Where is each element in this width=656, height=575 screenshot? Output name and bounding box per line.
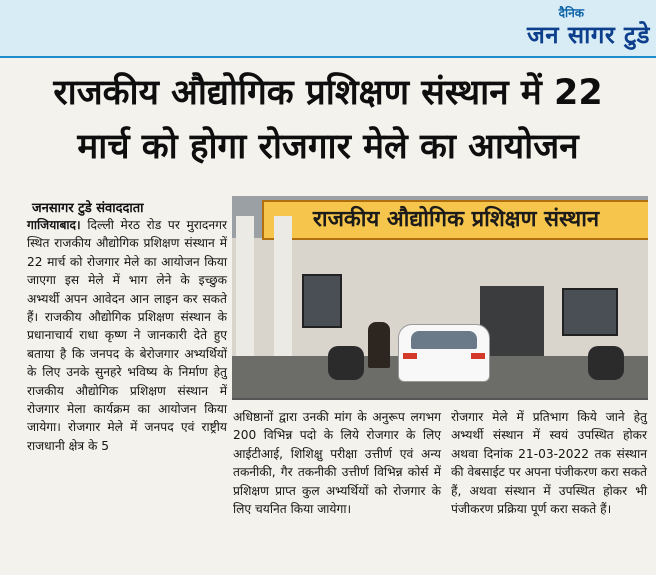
building-sign: राजकीय औद्योगिक प्रशिक्षण संस्थान	[262, 200, 648, 240]
headline-line-2: मार्च को होगा रोजगार मेले का आयोजन	[77, 127, 579, 167]
headline	[0, 66, 656, 174]
article-column-1-text: दिल्ली मेरठ रोड पर मुरादनगर स्थित राजकीय औद्योगिक प्रशिक्षण संस्थान में 22 मार्च को रोजगार मेले का आयोजन किया जाएगा इस मेले में भाग लेने के इच्छुक अभ्यर्थी अपन आवेदन आन लाइन कर सकते हैं। राजकीय औद्योगिक प्रशिक्षण संस्थान के प्रधानाचार्य राधा कृष्ण ने जानकारी देते हुए बताया है कि जनपद के बेरोजगार अभ्यर्थियों के लिए उनके सुनहरे भविष्य के निर्माण हेतु राजकीय औद्योगिक प्रशिक्षण संस्थान में रोजगार मेला कार्यक्रम का आयोजन किया जायेगा। रोजगार मेले में जनपद एवं राष्ट्रीय राजधानी क्षेत्र के 5	[27, 218, 227, 453]
parked-car	[398, 324, 490, 382]
window	[562, 288, 618, 336]
car-tail-light	[471, 353, 485, 359]
car-window	[411, 331, 477, 349]
article-photo	[232, 196, 648, 400]
dateline: गाजियाबाद।	[27, 218, 81, 232]
brand-logo: जन सागर टुडे	[526, 21, 650, 49]
car-tail-light	[403, 353, 417, 359]
article-column-1	[27, 216, 227, 455]
person	[368, 322, 390, 368]
masthead	[0, 0, 656, 58]
brand-prefix: दैनिक	[558, 6, 584, 20]
byline: जनसागर टुडे संवाददाता	[32, 201, 144, 216]
motorcycle	[328, 346, 364, 380]
window	[302, 274, 342, 328]
article-column-2: अधिष्ठानों द्वारा उनकी मांग के अनुरूप लगभग 200 विभिन्न पदो के लिये रोजगार के लिए आईटीआई, शिशिक्षु परीक्षा उत्तीर्ण एवं अन्य तकनीकी, गैर तकनीकी उत्तीर्ण विभिन्न कोर्स में प्रशिक्षण प्राप्त कुल अभ्यर्थियों को रोजगार के लिए चयनित किया जायेगा।	[233, 410, 441, 517]
headline-line-1: राजकीय औद्योगिक प्रशिक्षण संस्थान में 22	[53, 73, 603, 113]
article-column-3: रोजगार मेले में प्रतिभाग किये जाने हेतु अभ्यर्थी संस्थान में स्वयं उपस्थित होकर अथवा दिनांक 21-03-2022 तक संस्थान की वेबसाईट पर अपना पंजीकरण करा सकते हैं, अथवा संस्थान में उपस्थित होकर भी पंजीकरण प्रक्रिया पूर्ण करा सकते हैं।	[451, 410, 647, 517]
motorcycle	[588, 346, 624, 380]
